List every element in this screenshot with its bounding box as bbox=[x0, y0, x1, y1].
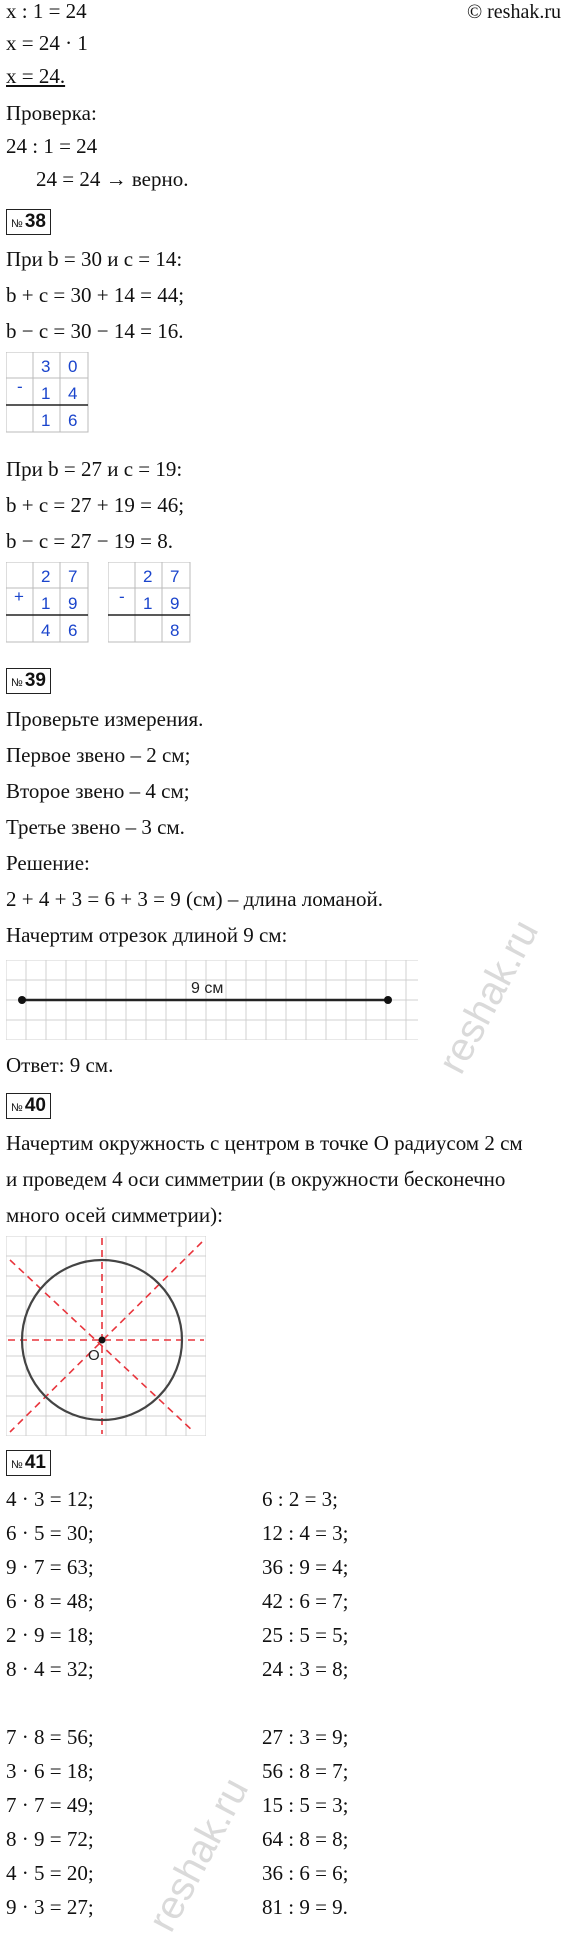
text-line: x : 1 = 24 bbox=[6, 0, 87, 23]
text-line: Решение: bbox=[6, 851, 90, 875]
task-number: 38 bbox=[24, 211, 46, 232]
column-addition-27-19 bbox=[6, 562, 90, 646]
column-subtraction-27-19 bbox=[108, 562, 192, 646]
text-line: 24 : 1 = 24 bbox=[6, 134, 98, 158]
digit: 1 bbox=[143, 594, 153, 613]
watermark: reshak.ru bbox=[430, 912, 548, 1081]
expression-left: 7 · 7 = 49; bbox=[6, 1793, 94, 1817]
expression-right: 12 : 4 = 3; bbox=[262, 1521, 349, 1545]
text-line: При b = 30 и c = 14: bbox=[6, 247, 183, 271]
text-line: b − c = 27 − 19 = 8. bbox=[6, 529, 173, 553]
expression-left: 6 · 5 = 30; bbox=[6, 1521, 94, 1545]
task-number: 41 bbox=[24, 1452, 46, 1473]
task-number: 40 bbox=[24, 1095, 46, 1116]
site-credit: © reshak.ru bbox=[466, 1, 561, 23]
text-line: Третье звено – 3 см. bbox=[6, 815, 185, 839]
text-line: много осей симметрии): bbox=[6, 1203, 223, 1227]
expression-right: 81 : 9 = 9. bbox=[262, 1895, 348, 1919]
task-number: 39 bbox=[24, 670, 46, 691]
operator-sign: - bbox=[17, 377, 23, 396]
center-label: O bbox=[88, 1347, 100, 1364]
digit: 4 bbox=[68, 384, 78, 403]
expression-left: 8 · 9 = 72; bbox=[6, 1827, 94, 1851]
expression-right: 36 : 9 = 4; bbox=[262, 1555, 349, 1579]
expression-right: 27 : 3 = 9; bbox=[262, 1725, 349, 1749]
segment-label: 9 см bbox=[191, 980, 224, 997]
text-line: b − c = 30 − 14 = 16. bbox=[6, 319, 184, 343]
text-line: и проведем 4 оси симметрии (в окружности бесконечно bbox=[6, 1167, 506, 1191]
text-line: x = 24 · 1 bbox=[6, 31, 88, 55]
text-line: Второе звено – 4 см; bbox=[6, 779, 190, 803]
circle-center-point bbox=[99, 1337, 106, 1344]
segment-end-point bbox=[384, 996, 392, 1004]
expression-right: 24 : 3 = 8; bbox=[262, 1657, 349, 1681]
expression-left: 4 · 3 = 12; bbox=[6, 1487, 94, 1511]
text-line: Начертим окружность с центром в точке O радиусом 2 см bbox=[6, 1131, 523, 1155]
expression-right: 42 : 6 = 7; bbox=[262, 1589, 349, 1613]
text-line: Проверка: bbox=[6, 101, 97, 125]
digit: 9 bbox=[68, 594, 78, 613]
digit: 9 bbox=[170, 594, 180, 613]
operator-sign: + bbox=[14, 587, 24, 606]
task-badge-40: № 40 bbox=[6, 1093, 51, 1119]
text-line: b + c = 30 + 14 = 44; bbox=[6, 283, 185, 307]
column-subtraction-30-14 bbox=[6, 352, 90, 436]
digit: 1 bbox=[41, 594, 51, 613]
expression-left: 3 · 6 = 18; bbox=[6, 1759, 94, 1783]
task-badge-38: № 38 bbox=[6, 209, 51, 235]
text-line: 24 = 24 → верно. bbox=[36, 167, 189, 191]
text-line: При b = 27 и c = 19: bbox=[6, 457, 183, 481]
expression-left: 6 · 8 = 48; bbox=[6, 1589, 94, 1613]
text-line: 2 + 4 + 3 = 6 + 3 = 9 (см) – длина ломаной. bbox=[6, 887, 384, 911]
digit: 0 bbox=[68, 357, 78, 376]
digit: 1 bbox=[41, 384, 51, 403]
digit: 8 bbox=[170, 621, 180, 640]
expression-left: 8 · 4 = 32; bbox=[6, 1657, 94, 1681]
digit: 7 bbox=[170, 567, 180, 586]
digit: 6 bbox=[68, 411, 78, 430]
expression-right: 56 : 8 = 7; bbox=[262, 1759, 349, 1783]
expression-right: 64 : 8 = 8; bbox=[262, 1827, 349, 1851]
text-line: b + c = 27 + 19 = 46; bbox=[6, 493, 185, 517]
digit: 1 bbox=[41, 411, 51, 430]
text-line: x = 24. bbox=[6, 64, 66, 88]
digit: 7 bbox=[68, 567, 78, 586]
segment-drawing-grid bbox=[6, 960, 418, 1040]
expression-left: 9 · 7 = 63; bbox=[6, 1555, 94, 1579]
task-badge-41: № 41 bbox=[6, 1450, 51, 1476]
answer-text: Ответ: 9 см. bbox=[6, 1053, 114, 1077]
expression-left: 4 · 5 = 20; bbox=[6, 1861, 94, 1885]
circle-symmetry-drawing bbox=[6, 1236, 206, 1436]
watermark: reshak.ru bbox=[140, 1770, 258, 1939]
expression-right: 6 : 2 = 3; bbox=[262, 1487, 339, 1511]
expression-left: 7 · 8 = 56; bbox=[6, 1725, 94, 1749]
digit: 2 bbox=[143, 567, 153, 586]
digit: 2 bbox=[41, 567, 51, 586]
digit: 3 bbox=[41, 357, 51, 376]
task-badge-39: № 39 bbox=[6, 668, 51, 694]
text-line: Первое звено – 2 см; bbox=[6, 743, 191, 767]
digit: 4 bbox=[41, 621, 51, 640]
expression-left: 9 · 3 = 27; bbox=[6, 1895, 94, 1919]
expression-right: 25 : 5 = 5; bbox=[262, 1623, 349, 1647]
text-line: Проверьте измерения. bbox=[6, 707, 204, 731]
expression-left: 2 · 9 = 18; bbox=[6, 1623, 94, 1647]
expression-right: 36 : 6 = 6; bbox=[262, 1861, 349, 1885]
operator-sign: - bbox=[119, 587, 125, 606]
digit: 6 bbox=[68, 621, 78, 640]
text-line: Начертим отрезок длиной 9 см: bbox=[6, 923, 288, 947]
expression-right: 15 : 5 = 3; bbox=[262, 1793, 349, 1817]
segment-start-point bbox=[18, 996, 26, 1004]
